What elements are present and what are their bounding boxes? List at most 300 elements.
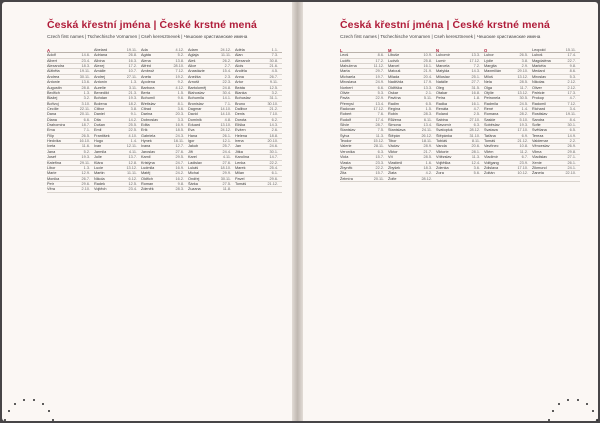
first-name: Benedikt [94, 90, 109, 95]
name-day-date: 4.8. [224, 117, 231, 122]
name-day-entry [340, 134, 388, 138]
first-name: Anděla [235, 69, 247, 74]
first-name: Libor [47, 165, 56, 170]
name-day-entry [340, 86, 388, 90]
name-day-entry [532, 64, 580, 68]
name-day-date: 24.1. [567, 165, 576, 170]
first-name: Libuše [388, 53, 400, 58]
name-day-date: 25.4. [269, 165, 278, 170]
first-name: Monika [47, 176, 60, 181]
name-day-entry [235, 91, 282, 95]
first-name: Simona [388, 123, 401, 128]
name-day-date: 17.4. [567, 53, 576, 58]
name-day-entry [484, 150, 532, 154]
first-name: Bohuslav [235, 96, 251, 101]
name-day-date: 13.3. [471, 53, 480, 58]
name-day-entry [94, 118, 141, 122]
first-name: Augustin [47, 85, 62, 90]
name-day-entry [188, 155, 235, 159]
name-day-entry [340, 59, 388, 63]
name-day-date: 15.4. [222, 69, 231, 74]
name-day-date: 17.10. [517, 128, 528, 133]
first-name: Ada [141, 48, 148, 52]
name-day-date: 2.12. [567, 85, 576, 90]
section-letter-label: N [436, 48, 440, 53]
name-day-entry [94, 139, 141, 143]
name-day-date: 11.11. [127, 171, 137, 176]
name-day-date: 30.10. [267, 101, 278, 106]
first-name: Marek [235, 165, 246, 170]
name-day-date: 12.5. [269, 85, 278, 90]
first-name: Richard [532, 106, 546, 111]
name-day-entry [94, 75, 141, 79]
first-name: Kristýna [141, 160, 155, 165]
first-name: Dušan [94, 123, 105, 128]
name-day-date: 16.8. [471, 90, 480, 95]
name-day-entry [188, 59, 235, 63]
name-day-entry [94, 187, 141, 191]
name-day-entry [188, 64, 235, 68]
name-day-date: 28.9. [423, 144, 432, 149]
name-day-entry [141, 128, 188, 132]
first-name: Robert [340, 112, 352, 117]
name-day-date: 5.3. [377, 90, 384, 95]
name-day-entry [388, 123, 436, 127]
name-day-entry [388, 144, 436, 148]
first-name: Saskie [484, 117, 496, 122]
name-day-date: 22.5. [128, 128, 137, 133]
name-day-date: 12.8. [128, 160, 137, 165]
name-day-date: 29.6. [269, 176, 278, 181]
name-day-entry [47, 102, 94, 106]
section-letter [484, 48, 532, 52]
table-row [47, 187, 282, 192]
first-name: Zdeněk [141, 187, 154, 192]
first-name: Aurelie [94, 85, 106, 90]
name-day-entry [340, 144, 388, 148]
name-day-entry [47, 69, 94, 73]
name-day-date: 23.4. [81, 58, 90, 63]
name-day-date: 13.12. [517, 74, 528, 79]
name-day-date: 17.9. [423, 80, 432, 85]
name-day-entry [188, 118, 235, 122]
first-name: Valerie [340, 144, 352, 149]
name-day-entry [532, 96, 580, 100]
first-name: Adéla [235, 48, 245, 52]
first-name: Lubor [484, 53, 494, 58]
name-day-date: 11.3. [375, 133, 384, 138]
name-day-entry [188, 91, 235, 95]
name-day-entry [94, 123, 141, 127]
first-name: Andrej [94, 74, 105, 79]
name-day-entry [94, 150, 141, 154]
first-name: Michal [188, 171, 199, 176]
first-name: Stanislava [388, 128, 406, 133]
name-day-date: 1.3. [83, 165, 90, 170]
name-day-date: 2.12. [567, 80, 576, 85]
first-name: Sabina [436, 117, 448, 122]
name-day-entry [388, 171, 436, 175]
name-day-entry [94, 134, 141, 138]
name-day-date: 5.2. [83, 149, 90, 154]
name-day-date: 17.3. [567, 90, 576, 95]
section-letter-label: M [388, 48, 392, 53]
first-name: Přemysl [340, 101, 354, 106]
name-day-entry [235, 128, 282, 132]
name-day-entry [388, 139, 436, 143]
name-day-entry [47, 166, 94, 170]
name-day-entry [340, 91, 388, 95]
first-name: Miloslav [436, 74, 450, 79]
name-day-entry [340, 177, 388, 181]
name-day-date: 21.7. [423, 149, 432, 154]
name-day-entry [47, 123, 94, 127]
first-name: Vlasta [340, 160, 351, 165]
name-day-entry [340, 69, 388, 73]
name-day-date: 19.3. [519, 123, 528, 128]
name-day-date: 28.5. [519, 80, 528, 85]
first-name: Ladislav [188, 160, 202, 165]
name-day-date: 15.7. [375, 155, 384, 160]
first-name: Ema [47, 128, 55, 133]
first-name: Josef [47, 155, 57, 160]
first-name: Oldřiška [388, 85, 402, 90]
name-day-date: 24.9. [375, 80, 384, 85]
first-name: Vladimír [484, 155, 498, 160]
first-name: Ambrož [141, 69, 155, 74]
first-name: Ctibor [94, 106, 105, 111]
first-name: Daniel [94, 112, 105, 117]
first-name: Bronislav [188, 101, 204, 106]
first-name: Alexej [94, 64, 105, 69]
section-letter [47, 48, 94, 52]
name-day-date: 17.2. [128, 64, 137, 69]
name-day-entry [340, 123, 388, 127]
name-day-date: 15.11. [565, 48, 576, 52]
first-name: Jaroslav [141, 149, 156, 154]
first-name: Štěpán [388, 133, 401, 138]
first-name: Helena [235, 133, 248, 138]
name-day-date: 3.4. [569, 106, 576, 111]
first-name: Anežka [188, 74, 201, 79]
name-day-entry [436, 75, 484, 79]
name-day-entry [188, 128, 235, 132]
name-day-date: 5.6. [473, 171, 480, 176]
name-day-entry [388, 86, 436, 90]
first-name: Lenka [235, 160, 246, 165]
name-day-entry [94, 69, 141, 73]
name-day-entry [94, 102, 141, 106]
name-day-entry [188, 134, 235, 138]
name-day-date: 10.9. [423, 53, 432, 58]
first-name: Radmila [484, 101, 498, 106]
name-day-date: 15.7. [375, 171, 384, 176]
first-name: Maxmilián [484, 69, 502, 74]
name-day-date: 26.8. [128, 53, 137, 58]
first-name: Kamil [141, 155, 151, 160]
name-day-entry [484, 59, 532, 63]
name-day-date: 21.9. [423, 69, 432, 74]
first-name: Alfréd [141, 64, 151, 69]
name-day-date: 17.12. [373, 106, 384, 111]
name-day-date: 24.5. [519, 101, 528, 106]
name-day-date: 25.7. [222, 144, 231, 149]
name-day-entry [436, 102, 484, 106]
name-day-entry [436, 118, 484, 122]
name-day-date: 20.3. [175, 112, 184, 117]
first-name: Denis [235, 112, 245, 117]
name-day-entry [484, 53, 532, 57]
left-page [2, 2, 292, 421]
name-day-date: 17.4. [375, 117, 384, 122]
first-name: Vilma [532, 149, 542, 154]
first-name: Marie [47, 171, 57, 176]
name-day-entry [188, 86, 235, 90]
name-day-entry [532, 91, 580, 95]
first-name: Medard [532, 69, 545, 74]
name-day-date: 9.2. [177, 80, 184, 85]
name-day-date: 14.3. [471, 69, 480, 74]
first-name: Tibor [388, 139, 397, 144]
first-name: Dita [94, 117, 101, 122]
first-name: Blahoslav [188, 90, 205, 95]
name-day-entry [47, 155, 94, 159]
name-day-date: 4.11. [128, 149, 137, 154]
name-day-entry [436, 69, 484, 73]
name-day-entry [532, 150, 580, 154]
name-day-entry [388, 107, 436, 111]
name-day-entry [188, 166, 235, 170]
name-day-date: 12.7. [175, 144, 184, 149]
name-day-entry [436, 171, 484, 175]
name-day-date: 5.10. [519, 117, 528, 122]
first-name: Tereza [532, 133, 544, 138]
name-day-entry [47, 139, 94, 143]
first-name: Darina [141, 112, 153, 117]
first-name: Zdislava [484, 165, 499, 170]
page-title: Česká křestní jména | České krstné mená [340, 19, 550, 31]
first-name: Marcela [436, 64, 450, 69]
name-day-entry [532, 59, 580, 63]
first-name: Roland [436, 112, 449, 117]
name-day-date: 19.3. [81, 155, 90, 160]
name-day-entry [141, 171, 188, 175]
name-day-date: 27.5. [222, 181, 231, 186]
name-day-date: 11.6. [81, 144, 90, 149]
first-name: Anastázie [188, 69, 205, 74]
name-day-date: 18.11. [421, 139, 432, 144]
name-day-entry [188, 75, 235, 79]
first-name: Světlana [532, 128, 547, 133]
name-day-entry [94, 182, 141, 186]
name-day-date: 17.10. [517, 165, 528, 170]
name-day-entry [532, 80, 580, 84]
name-day-entry [235, 166, 282, 170]
name-day-entry [94, 166, 141, 170]
first-name: Vítězslav [436, 155, 452, 160]
first-name: Žaneta [532, 171, 544, 176]
first-name: Leopold [532, 48, 546, 52]
first-name: Otakar [436, 90, 448, 95]
first-name: Margita [484, 64, 497, 69]
name-day-date: 28.8. [81, 85, 90, 90]
name-day-entry [94, 177, 141, 181]
name-day-date: 26.1. [222, 133, 231, 138]
name-day-entry [388, 53, 436, 57]
name-day-entry [188, 182, 235, 186]
name-day-entry [235, 102, 282, 106]
first-name: Norbert [340, 85, 353, 90]
first-name: Miloš [484, 74, 493, 79]
page-subtitle: Czech first names | Tschechische Vornamen | Cseh keresztnevek | Чешские христианские имена [340, 34, 541, 39]
first-name: Sandra [532, 117, 545, 122]
name-day-date: 3.8. [130, 106, 137, 111]
first-name: Romana [484, 112, 499, 117]
name-day-date: 12.11. [126, 144, 137, 149]
name-day-entry [484, 171, 532, 175]
first-name: Berta [141, 90, 151, 95]
name-day-entry [340, 161, 388, 165]
name-day-date: 13.4. [423, 123, 432, 128]
name-day-date: 23.9. [519, 160, 528, 165]
left-page-header [47, 19, 282, 39]
first-name: Xenie [532, 160, 542, 165]
first-name: Zuzana [188, 187, 201, 192]
name-day-entry [340, 139, 388, 143]
name-day-entry [47, 64, 94, 68]
first-name: Aneta [141, 74, 151, 79]
first-name: Diana [47, 117, 57, 122]
name-day-date: 4.12. [175, 85, 184, 90]
first-name: Cecílie [47, 106, 59, 111]
first-name: Svatava [484, 128, 498, 133]
name-day-date: 29.5. [175, 155, 184, 160]
name-day-entry [532, 118, 580, 122]
name-day-entry [484, 91, 532, 95]
name-day-date: 26.12. [421, 133, 432, 138]
first-name: Lumír [436, 58, 446, 63]
name-day-entry [141, 64, 188, 68]
first-name: Arnošt [188, 80, 199, 85]
name-day-entry [188, 107, 235, 111]
name-day-date: 1.4. [521, 106, 528, 111]
first-name: Valdemar [532, 139, 548, 144]
name-day-date: 21.6. [269, 64, 278, 69]
name-day-entry [141, 102, 188, 106]
name-day-entry [47, 112, 94, 116]
first-name: Blanka [235, 90, 247, 95]
first-name: Zlata [388, 171, 397, 176]
name-day-date: 29.11. [79, 160, 90, 165]
first-name: Artur [235, 80, 244, 85]
name-day-entry [436, 80, 484, 84]
first-name: Renáta [436, 106, 449, 111]
name-day-entry [188, 102, 235, 106]
name-day-entry [388, 91, 436, 95]
first-name: Vavřinec [484, 144, 499, 149]
name-day-date: 24.12. [220, 48, 231, 52]
first-name: Věnceslav [532, 144, 550, 149]
name-day-entry [388, 96, 436, 100]
first-name: Hedvika [47, 139, 61, 144]
name-day-entry [235, 155, 282, 159]
first-name: Ondřej [188, 176, 200, 181]
first-name: Andrea [47, 74, 60, 79]
book-gutter [292, 2, 303, 421]
name-day-entry [388, 177, 436, 181]
name-day-entry [532, 107, 580, 111]
first-name: Vilém [484, 149, 494, 154]
name-day-table [340, 48, 580, 404]
name-day-date: 13.10. [220, 123, 231, 128]
name-day-date: 30.8. [269, 58, 278, 63]
name-day-date: 7.5. [377, 128, 384, 133]
name-day-date: 31.5. [471, 85, 480, 90]
name-day-date: 12.9. [81, 171, 90, 176]
name-day-date: 18.3. [423, 165, 432, 170]
first-name: Zbyšek [388, 165, 401, 170]
first-name: Milada [388, 74, 400, 79]
name-day-date: 26.5. [81, 133, 90, 138]
name-day-entry [388, 64, 436, 68]
first-name: Miroslav [532, 74, 547, 79]
first-name: Radka [436, 101, 447, 106]
section-letter [388, 48, 436, 52]
name-day-date: 22.2. [375, 165, 384, 170]
name-day-date: 27.6. [175, 149, 184, 154]
name-day-date: 24.8. [222, 85, 231, 90]
first-name: Hana [188, 133, 198, 138]
first-name: Agáta [141, 53, 151, 58]
name-day-entry [436, 150, 484, 154]
name-day-entry [388, 150, 436, 154]
first-name: Bartoloměj [188, 85, 207, 90]
name-day-date: 14.10. [220, 112, 231, 117]
name-day-date: 4.12. [175, 48, 184, 52]
right-page [303, 2, 598, 421]
name-day-date: 26.1. [567, 160, 576, 165]
name-day-date: 14.1. [222, 96, 231, 101]
name-day-entry [141, 96, 188, 100]
name-day-date: 15.12. [373, 139, 384, 144]
first-name: Marcel [388, 64, 400, 69]
name-day-entry [94, 128, 141, 132]
name-day-entry [235, 123, 282, 127]
first-name: Oliver [532, 85, 542, 90]
name-day-date: 11.12. [373, 64, 384, 69]
name-day-entry [47, 107, 94, 111]
name-day-date: 11.3. [471, 155, 480, 160]
name-day-entry [235, 177, 282, 181]
name-day-entry [235, 112, 282, 116]
first-name: David [188, 112, 198, 117]
name-day-entry [388, 112, 436, 116]
name-day-entry [436, 144, 484, 148]
name-day-entry [235, 96, 282, 100]
first-name: Otýlie [484, 90, 494, 95]
name-day-entry [388, 59, 436, 63]
name-day-date: 16.2. [175, 176, 184, 181]
first-name: Ludvík [388, 58, 400, 63]
name-day-entry [188, 112, 235, 116]
name-day-date: 9.1. [130, 112, 137, 117]
name-day-entry [388, 134, 436, 138]
name-day-entry [388, 69, 436, 73]
first-name: Volfgang [484, 160, 499, 165]
name-day-date: 17.12. [469, 58, 480, 63]
name-day-entry [141, 69, 188, 73]
name-day-date: 16.9. [175, 165, 184, 170]
